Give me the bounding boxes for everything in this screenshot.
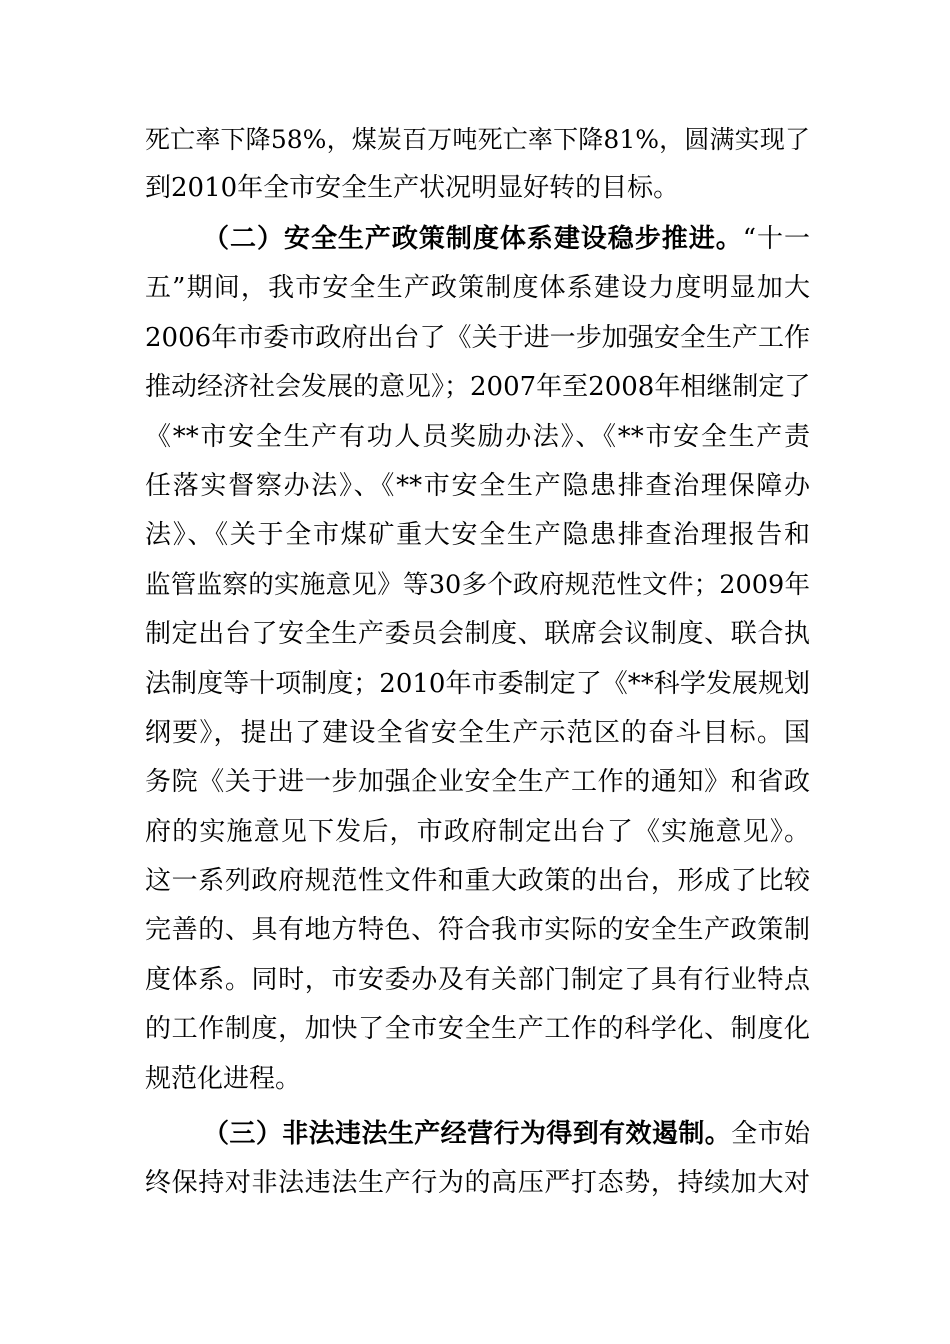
text-line: 任落实督察办法》、《**市安全生产隐患排查治理保障办 <box>145 470 810 501</box>
text-run: 全市始 <box>731 1119 810 1149</box>
paragraph-1 <box>145 115 810 214</box>
text-line: 到2010年全市安全生产状况明显好转的目标。 <box>145 173 680 204</box>
text-line: 纲要》，提出了建设全省安全生产示范区的奋斗目标。国 <box>145 717 810 748</box>
text-line: 2006年市委市政府出台了《关于进一步加强安全生产工作 <box>145 322 810 353</box>
section-heading: （三）非法违法生产经营行为得到有效遏制。 <box>203 1119 732 1149</box>
text-line: 这一系列政府规范性文件和重大政策的出台，形成了比较 <box>145 866 810 897</box>
text-line: 推动经济社会发展的意见》；2007年至2008年相继制定了 <box>145 372 811 403</box>
paragraph-3 <box>145 1110 810 1209</box>
text-line: 《**市安全生产有功人员奖励办法》、《**市安全生产责 <box>145 421 810 452</box>
text-line: 制定出台了安全生产委员会制度、联席会议制度、联合执 <box>145 619 810 650</box>
text-line: 完善的、具有地方特色、符合我市实际的安全生产政策制 <box>145 915 810 946</box>
text-line: 五”期间，我市安全生产政策制度体系建设力度明显加大 <box>145 273 810 304</box>
text-line: 度体系。同时，市安委办及有关部门制定了具有行业特点 <box>145 964 810 995</box>
text-line: 法制度等十项制度；2010年市委制定了《**科学发展规划 <box>145 668 810 699</box>
text-line: 规范化进程。 <box>145 1063 302 1094</box>
text-line: 的工作制度，加快了全市安全生产工作的科学化、制度化 <box>145 1014 810 1045</box>
text-line: 法》、《关于全市煤矿重大安全生产隐患排查治理报告和 <box>145 520 810 551</box>
text-line: 府的实施意见下发后，市政府制定出台了《实施意见》。 <box>145 816 810 847</box>
paragraph-2 <box>145 215 810 1104</box>
paragraph-heading-line <box>145 1110 810 1159</box>
text-line: 终保持对非法违法生产行为的高压严打态势，持续加大对 <box>145 1168 810 1199</box>
text-line: 监管监察的实施意见》等30多个政府规范性文件；2009年 <box>145 569 810 600</box>
paragraph-heading-line <box>145 215 810 264</box>
section-heading: （二）安全生产政策制度体系建设稳步推进。 <box>203 224 743 254</box>
text-line: 务院《关于进一步加强企业安全生产工作的通知》和省政 <box>145 767 810 798</box>
text-line: 死亡率下降58%，煤炭百万吨死亡率下降81%，圆满实现了 <box>145 125 810 154</box>
text-run: “十一 <box>742 224 810 254</box>
